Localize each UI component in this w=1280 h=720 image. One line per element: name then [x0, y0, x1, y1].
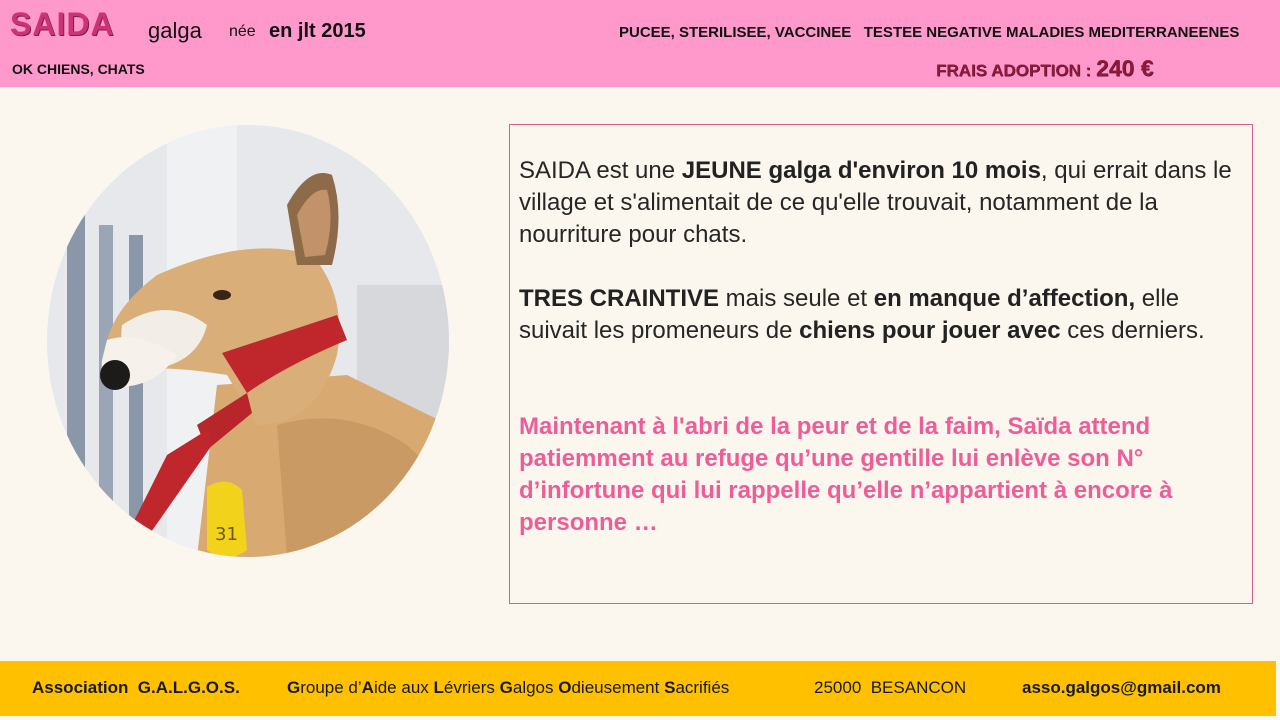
p2-bold-affection: en manque d’affection, — [873, 285, 1136, 312]
p2-bold-play: chiens pour jouer avec — [799, 317, 1061, 344]
fee-value: 240 € — [1095, 55, 1154, 81]
p1-text-b: , qui errait dans le village et s'alimentait de ce qu'elle trouvait, notamment de la nourriture pour chats. — [519, 157, 1232, 248]
dog-photo — [47, 125, 449, 557]
group-name-part: dieusement — [571, 678, 665, 697]
group-name-part: G — [287, 678, 301, 697]
health-status: PUCEE, STERILISEE, VACCINEE TESTEE NEGATIVE MALADIES MEDITERRANEENES — [619, 24, 1240, 41]
compatibility: OK CHIENS, CHATS — [12, 61, 145, 77]
p2-text-c: ces derniers. — [1060, 317, 1205, 344]
group-name-part: acrifiés — [675, 678, 730, 697]
group-name-part: S — [664, 678, 676, 697]
association-city: 25000 BESANCON — [814, 678, 967, 697]
association-name: Association G.A.L.G.O.S. — [32, 678, 240, 697]
description-paragraph-3: Maintenant à l'abri de la peur et de la faim, Saïda attend patiemment au refuge qu’une gentille lui enlève son N° d’infortune qui lui rappelle qu’elle n’appartient à encore à personne … — [519, 413, 1173, 536]
group-name-part: L — [433, 678, 444, 697]
p2-bold-shy: TRES CRAINTIVE — [519, 285, 720, 312]
association-fullname — [287, 678, 729, 698]
description-paragraph-1 — [519, 155, 1244, 251]
group-name-part: algos — [512, 678, 559, 697]
header-band — [0, 0, 1280, 87]
group-name-part: G — [499, 678, 513, 697]
adoption-fee — [936, 55, 1154, 82]
dog-illustration — [47, 125, 449, 557]
dog-breed: galga — [148, 18, 202, 43]
group-name-part: O — [558, 678, 572, 697]
description-box — [509, 124, 1253, 604]
p2-text-a: mais seule et — [719, 285, 874, 312]
fee-label: FRAIS ADOPTION : — [936, 61, 1096, 80]
group-name-part: roupe d’ — [300, 678, 362, 697]
group-name-part: évriers — [443, 678, 500, 697]
dog-name: SAIDA — [10, 6, 115, 42]
birth-date: en jlt 2015 — [269, 20, 366, 42]
p2-text-b: elle suivait les promeneurs de — [519, 285, 1180, 344]
birth-prefix: née — [229, 23, 256, 40]
association-email[interactable]: asso.galgos@gmail.com — [1022, 678, 1221, 697]
p1-text-a: SAIDA est une — [519, 157, 682, 184]
p1-bold-age: JEUNE galga d'environ 10 mois — [681, 157, 1041, 184]
group-name-part: A — [361, 678, 374, 697]
footer-band — [0, 661, 1276, 716]
group-name-part: ide aux — [373, 678, 434, 697]
tag-number: 31 — [215, 524, 238, 545]
description-paragraph-2 — [519, 283, 1244, 347]
